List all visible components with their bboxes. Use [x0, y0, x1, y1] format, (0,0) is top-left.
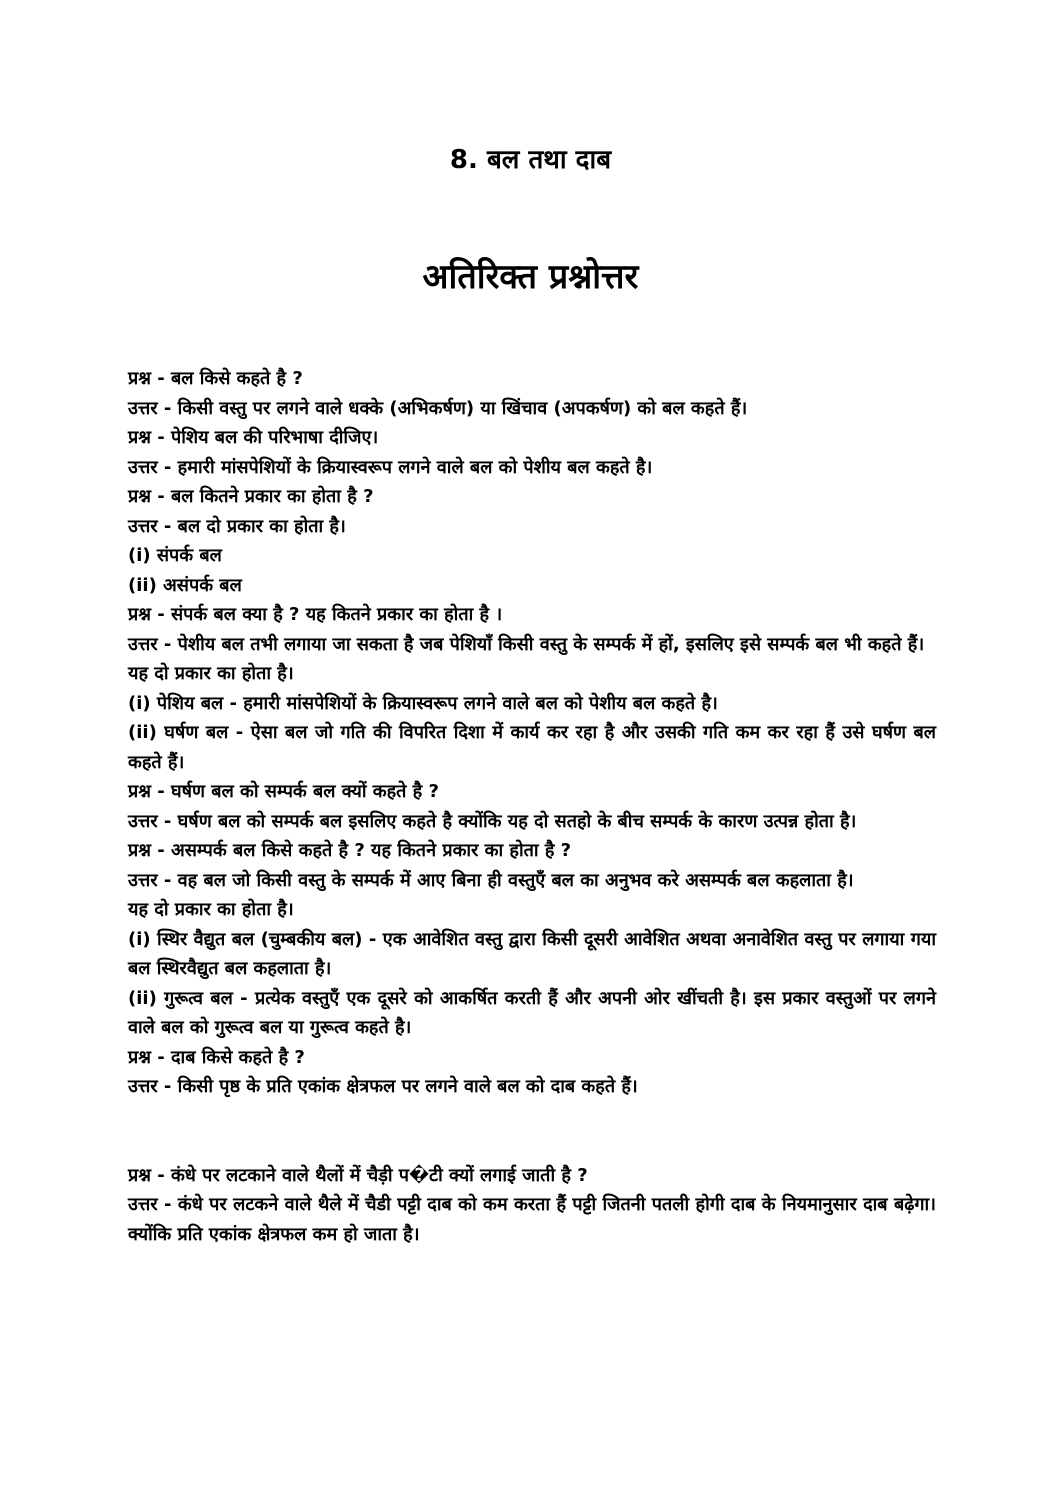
list-item: (i) संपर्क बल: [128, 545, 222, 566]
question-line: प्रश्न - कंधे पर लटकाने वाले थैलों में चैड़ी प�टी क्यों लगाई जाती है ?: [128, 1164, 588, 1186]
question-line: प्रश्न - बल कितने प्रकार का होता है ?: [128, 486, 374, 507]
answer-line: उत्तर - बल दो प्रकार का होता है।: [128, 515, 346, 537]
answer-line: उत्तर - हमारी मांसपेशियों के क्रियास्वरूप लगने वाले बल को पेशीय बल कहते है।: [128, 456, 653, 478]
blank-gap: [128, 1102, 936, 1161]
list-item: (ii) घर्षण बल - ऐसा बल जो गति की विपरित दिशा में कार्य कर रहा है और उसकी गति कम कर रहा हैं उसे घर्षण बल कहते हैं।: [128, 722, 936, 773]
text-line: यह दो प्रकार का होता है।: [128, 663, 294, 684]
question-line: प्रश्न - असम्पर्क बल किसे कहते है ? यह कितने प्रकार का होता है ?: [128, 840, 572, 861]
chapter-title: 8. बल तथा दाब: [449, 145, 612, 175]
answer-line: उत्तर - घर्षण बल को सम्पर्क बल इसलिए कहते है क्योंकि यह दो सतहो के बीच सम्पर्क के कारण उत्पन्न होता है।: [128, 810, 857, 832]
list-item: (i) स्थिर वैद्युत बल (चुम्बकीय बल) - एक आवेशित वस्तु द्वारा किसी दूसरी आवेशित अथवा अनावेशित वस्तु पर लगाया गया बल स्थिरवैद्युत बल कहलाता है।: [128, 928, 936, 979]
answer-line: उत्तर - किसी वस्तु पर लगने वाले धक्के (अभिकर्षण) या खिंचाव (अपकर्षण) को बल कहते हैं।: [128, 397, 748, 419]
answer-line: उत्तर - वह बल जो किसी वस्तु के सम्पर्क में आए बिना ही वस्तुएँ बल का अनुभव करे असम्पर्क बल कहलाता है।: [128, 869, 854, 891]
text-line: यह दो प्रकार का होता है।: [128, 899, 294, 920]
section-title: अतिरिक्त प्रश्नोत्तर: [422, 257, 639, 297]
list-item: (ii) असंपर्क बल: [128, 574, 242, 596]
qa-content: [128, 364, 936, 1249]
question-line: प्रश्न - बल किसे कहते है ?: [128, 368, 303, 389]
list-item: (i) पेशिय बल - हमारी मांसपेशियों के क्रियास्वरूप लगने वाले बल को पेशीय बल कहते है।: [128, 692, 718, 714]
answer-line: उत्तर - पेशीय बल तभी लगाया जा सकता है जब पेशियाँ किसी वस्तु के सम्पर्क में हों, इसलिए इसे सम्पर्क बल भी कहते हैं।: [128, 633, 925, 655]
list-item: (ii) गुरूत्व बल - प्रत्येक वस्तुएँ एक दूसरे को आकर्षित करती हैं और अपनी ओर खींचती है। इस प्रकार वस्तुओं पर लगने वाले बल को गुरूत्व बल या गुरूत्व कहते है।: [128, 987, 936, 1038]
question-line: प्रश्न - संपर्क बल क्या है ? यह कितने प्रकार का होता है ।: [128, 604, 503, 625]
answer-line: उत्तर - किसी पृष्ठ के प्रति एकांक क्षेत्रफल पर लगने वाले बल को दाब कहते हैं।: [128, 1076, 638, 1097]
question-line: प्रश्न - पेशिय बल की परिभाषा दीजिए।: [128, 427, 379, 448]
question-line: प्रश्न - घर्षण बल को सम्पर्क बल क्यों कहते है ?: [128, 781, 439, 802]
answer-line: उत्तर - कंधे पर लटकने वाले थैले में चैडी पट्टी दाब को कम करता हैं पट्टी जितनी पतली होगी दाब के नियमानुसार दाब बढ़ेगा। क्योंकि प्रति एकांक क्षेत्रफल कम हो जाता है।: [128, 1194, 936, 1245]
question-line: प्रश्न - दाब किसे कहते है ?: [128, 1046, 305, 1068]
